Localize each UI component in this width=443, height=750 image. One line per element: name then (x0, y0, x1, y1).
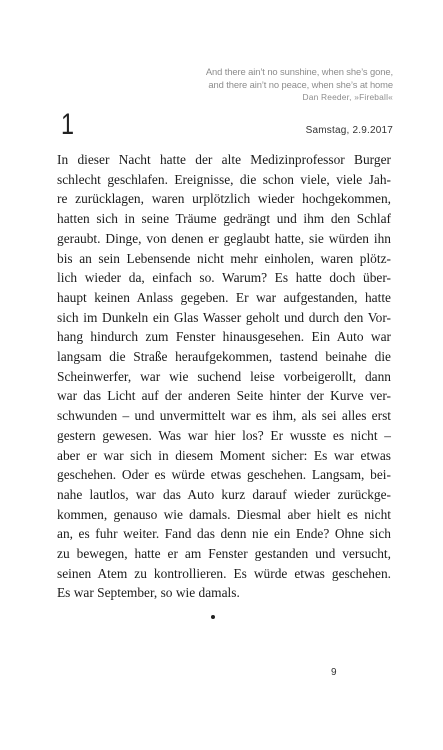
text-line: an, es fuhr weiter. Fand das denn nie ein Ende? Ohne sich (57, 526, 391, 542)
text-line: Scheinwerfer, war wie suchend leise vorbeigerollt, dann (57, 368, 391, 384)
text-line: lich wieder da, einfach so. Warum? Es hatte doch über- (57, 270, 391, 286)
chapter-number: 1 (61, 108, 75, 141)
text-line: schwunden – und unvermittelt war es ihm, als sei alles erst (57, 408, 391, 424)
text-line: langsam die Straße heraufgekommen, tastend beinahe die (57, 349, 391, 365)
page-number: 9 (331, 667, 337, 678)
epigraph-attribution: Dan Reeder, »Fireball« (302, 92, 393, 102)
epigraph-line-1: And there ain’t no sunshine, when she’s gone, (205, 66, 393, 77)
text-line: seinen Atem zu kontrollieren. Es würde etwas geschehen. (57, 565, 391, 581)
text-line: zu bewegen, hatte er am Fenster gestanden und versucht, (57, 546, 391, 562)
text-line: geraubt. Dinge, von denen er geglaubt hatte, sie würden ihn (57, 230, 391, 246)
text-line: bis an sein Lebensende nicht mehr einholen, waren plötz- (57, 250, 391, 266)
text-line: aber er war sich in diesem Moment sicher: Es war etwas (57, 447, 391, 463)
text-line: re zurücklagen, waren urplötzlich wieder hochgekommen, (57, 191, 391, 207)
text-line: kommen, genauso wie damals. Diesmal aber hielt es nicht (57, 506, 391, 522)
text-line: Es war September, so wie damals. (57, 585, 240, 601)
text-line: geschehen. Oder es würde etwas geschehen. Langsam, bei- (57, 467, 391, 483)
chapter-date: Samstag, 2.9.2017 (305, 125, 393, 136)
text-line: hatten sich in seine Träume gedrängt und ihm den Schlaf (57, 211, 391, 227)
text-line: haupt keinen Anlass gegeben. Er war aufgestanden, hatte (57, 289, 391, 305)
section-break-dot (211, 615, 215, 619)
text-line: nahe lautlos, war das Auto kurz darauf wieder zurückge- (57, 486, 391, 502)
text-line: sich im Dunkeln ein Glas Wasser geholt und durch den Vor- (57, 309, 391, 325)
text-line: hang hindurch zum Fenster hinausgesehen. Ein Auto war (57, 329, 391, 345)
epigraph (33, 66, 393, 104)
text-line: schlecht geschlafen. Ereignisse, die schon viele, viele Jah- (57, 171, 391, 187)
text-line: gestern gewesen. Was war hier los? Er wusste es nicht – (57, 427, 391, 443)
chapter-body-text (57, 150, 391, 603)
text-line: war das Licht auf der anderen Seite hinter der Kurve ver- (57, 388, 391, 404)
text-line: In dieser Nacht hatte der alte Medizinprofessor Burger (57, 152, 391, 167)
epigraph-line-2: and there ain’t no peace, when she’s at home (208, 78, 393, 90)
